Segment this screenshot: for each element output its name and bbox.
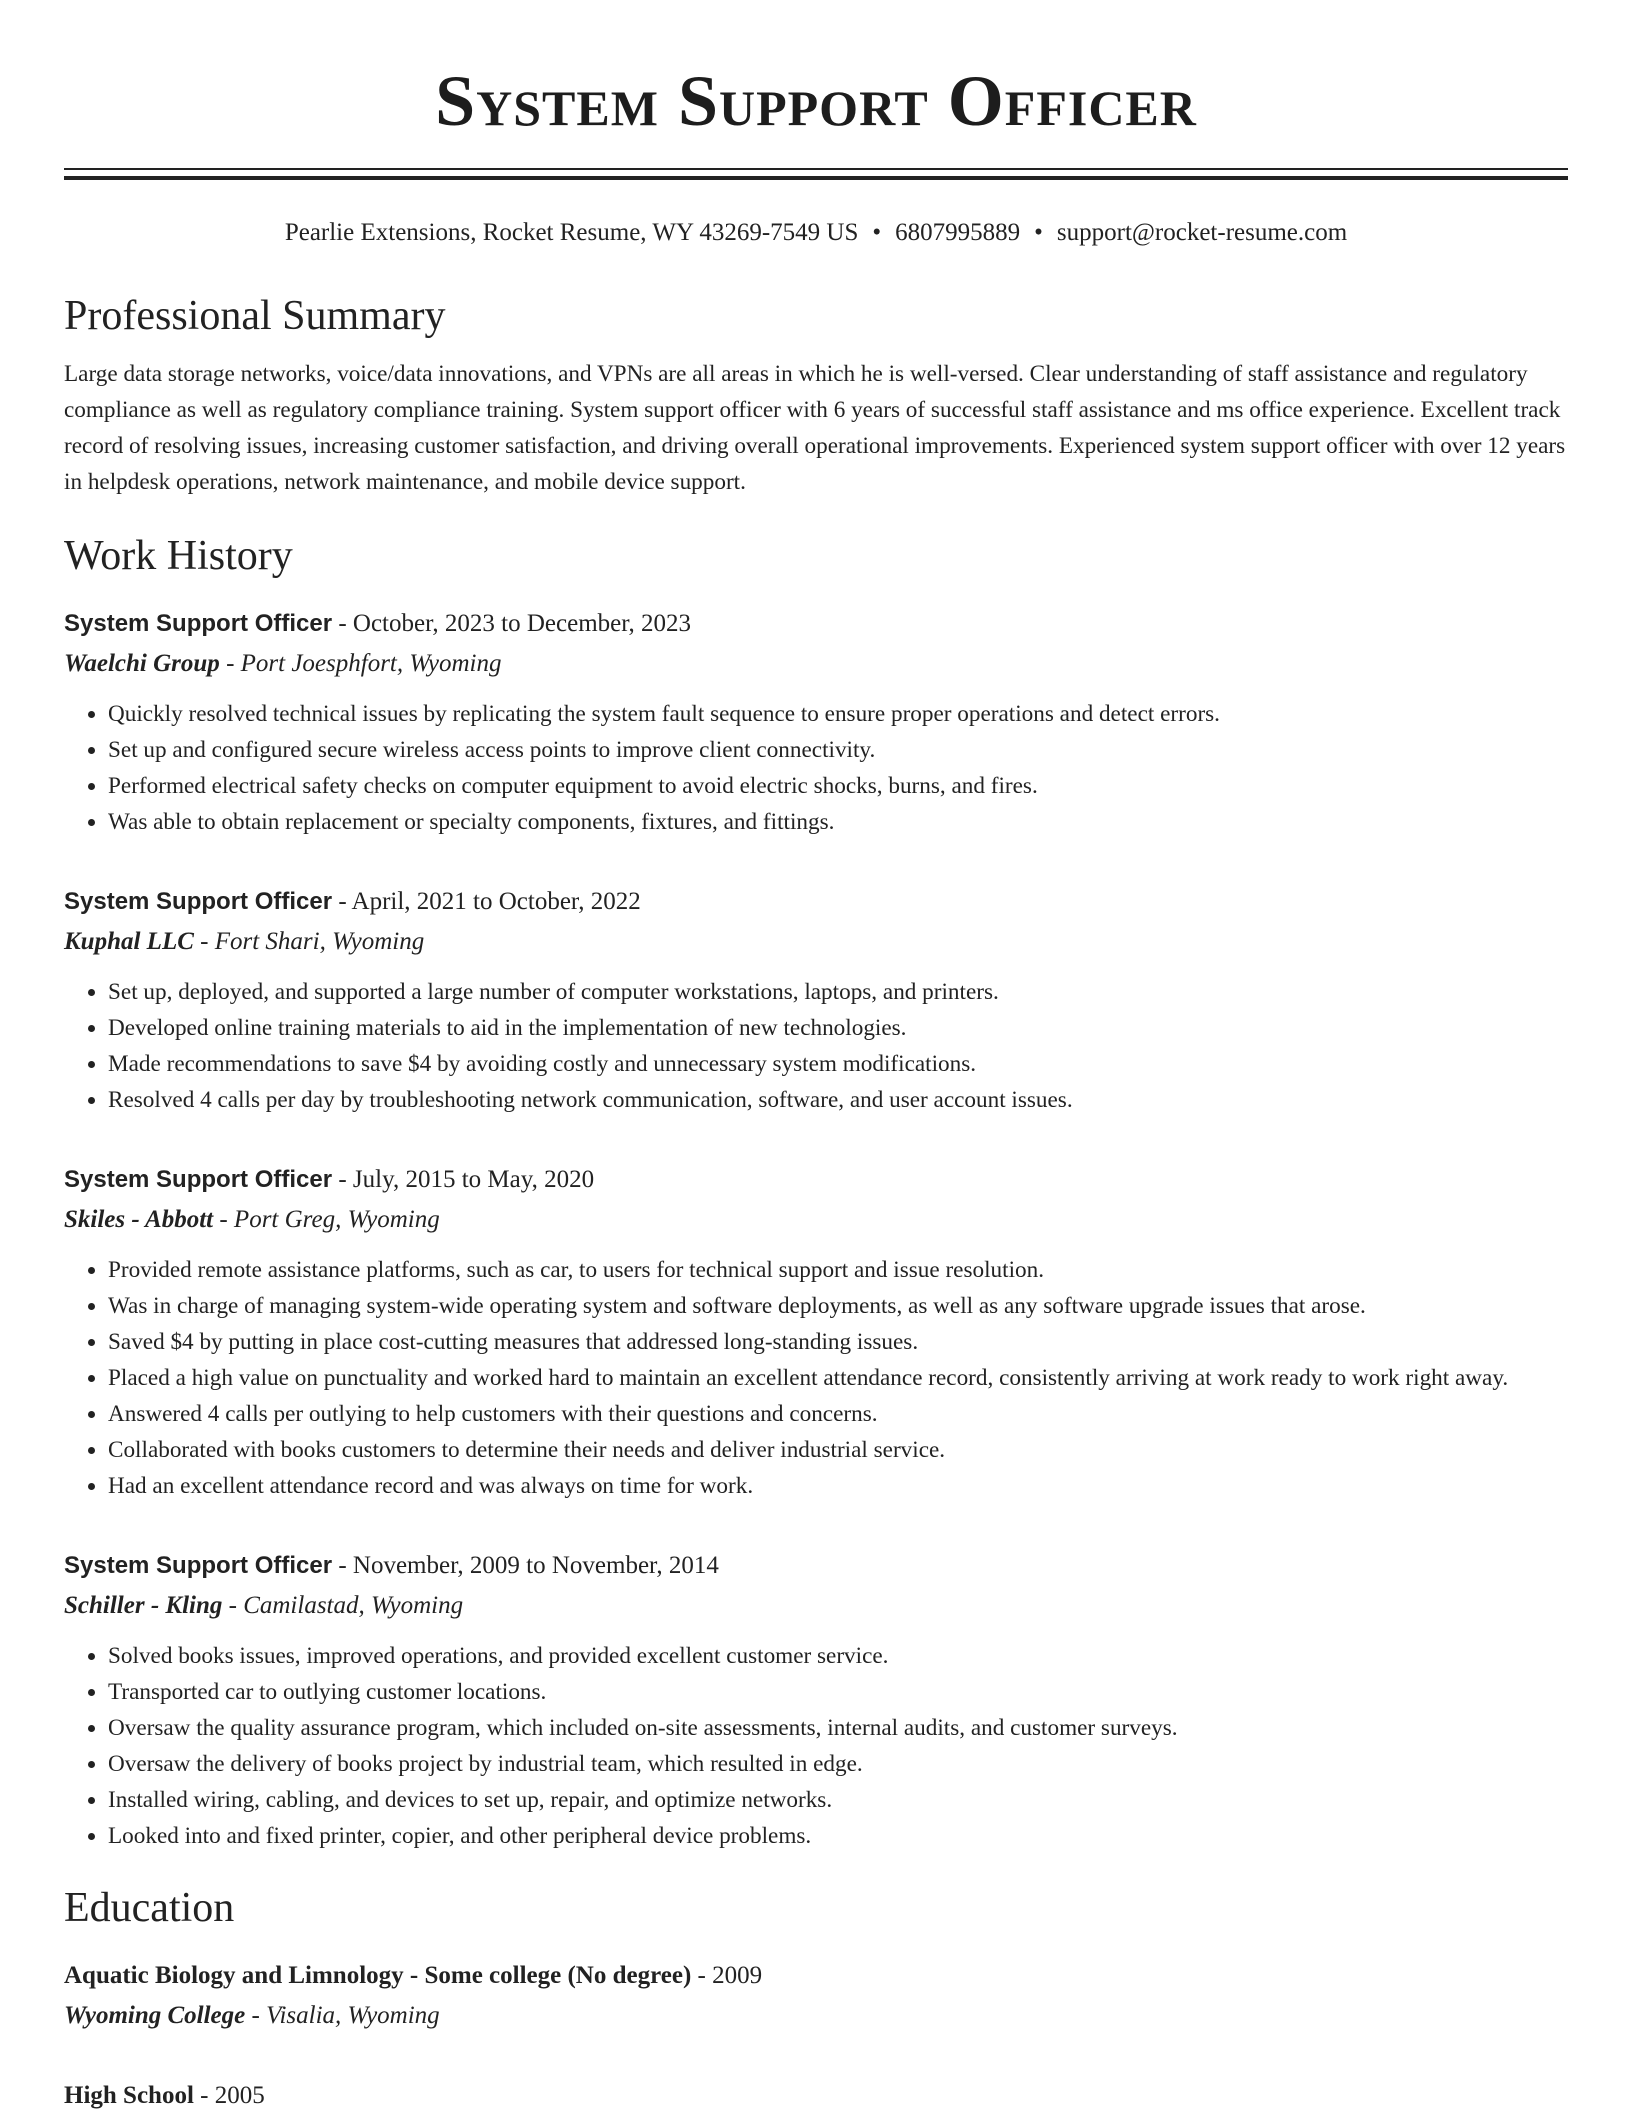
job-company-line <box>64 1200 1568 1240</box>
job-bullets <box>64 1252 1568 1504</box>
job-title-line <box>64 604 1568 644</box>
education-school: Wyoming College <box>64 2002 246 2029</box>
job-bullet: • Quickly resolved technical issues by replicating the system fault sequence to ensure proper operations and detect errors. <box>108 696 1568 732</box>
job-bullet: • Provided remote assistance platforms, such as car, to users for technical support and issue resolution. <box>108 1252 1568 1288</box>
education-entry <box>64 1956 1568 2036</box>
job-bullet: • Oversaw the delivery of books project by industrial team, which resulted in edge. <box>108 1746 1568 1782</box>
job-bullets <box>64 974 1568 1118</box>
contact-separator: • <box>872 219 882 246</box>
job-company: Waelchi Group <box>64 650 220 677</box>
education-location: - Visalia, Wyoming <box>245 2002 440 2029</box>
job-entry <box>64 1546 1568 1854</box>
job-bullet: • Set up, deployed, and supported a large number of computer workstations, laptops, and printers. <box>108 974 1568 1010</box>
job-bullet: • Saved $4 by putting in place cost-cutting measures that addressed long-standing issues. <box>108 1324 1568 1360</box>
job-company-line <box>64 922 1568 962</box>
job-company: Kuphal LLC <box>64 928 194 955</box>
job-dates: - November, 2009 to November, 2014 <box>332 1552 719 1579</box>
job-title-line <box>64 882 1568 922</box>
job-bullet: • Installed wiring, cabling, and devices to set up, repair, and optimize networks. <box>108 1782 1568 1818</box>
title-divider-thick <box>64 176 1568 180</box>
job-bullet: • Placed a high value on punctuality and worked hard to maintain an excellent attendance record, consistently arriving at work ready to work right away. <box>108 1360 1568 1396</box>
job-company-line <box>64 644 1568 684</box>
job-role: System Support Officer <box>64 1166 333 1193</box>
education-degree-line <box>64 2076 1568 2112</box>
job-role: System Support Officer <box>64 888 333 915</box>
education-degree-line <box>64 1956 1568 1996</box>
job-bullet: • Performed electrical safety checks on computer equipment to avoid electric shocks, burns, and fires. <box>108 768 1568 804</box>
job-bullets <box>64 1638 1568 1854</box>
summary-text: Large data storage networks, voice/data innovations, and VPNs are all areas in which he is well-versed. Clear understanding of staff assistance and regulatory compliance as well as regulatory compliance training. System support officer with 6 years of successful staff assistance and ms office experience. Excellent track record of resolving issues, increasing customer satisfaction, and driving overall operational improvements. Experienced system support officer with over 12 years in helpdesk operations, network maintenance, and mobile device support. <box>64 361 1566 495</box>
job-bullets <box>64 696 1568 840</box>
education-degree: Aquatic Biology and Limnology - Some college (No degree) <box>64 1962 692 1989</box>
education-entry <box>64 2076 1568 2112</box>
job-bullet: • Oversaw the quality assurance program, which included on-site assessments, internal audits, and customer surveys. <box>108 1710 1568 1746</box>
job-bullet: • Collaborated with books customers to determine their needs and deliver industrial service. <box>108 1432 1568 1468</box>
job-dates: - July, 2015 to May, 2020 <box>332 1166 595 1193</box>
title-divider-thin <box>64 168 1568 170</box>
job-bullet: • Answered 4 calls per outlying to help customers with their questions and concerns. <box>108 1396 1568 1432</box>
job-location: - Fort Shari, Wyoming <box>193 928 425 955</box>
summary-heading: Professional Summary <box>64 293 446 339</box>
education-heading: Education <box>64 1885 235 1931</box>
contact-phone: 6807995889 <box>895 219 1021 246</box>
work-history-heading: Work History <box>64 533 293 579</box>
job-bullet: • Was in charge of managing system-wide operating system and software deployments, as well as any software upgrade issues that arose. <box>108 1288 1568 1324</box>
job-bullet: • Had an excellent attendance record and was always on time for work. <box>108 1468 1568 1504</box>
job-company: Skiles - Abbott <box>64 1206 214 1233</box>
job-bullet: • Solved books issues, improved operations, and provided excellent customer service. <box>108 1638 1568 1674</box>
contact-address: Pearlie Extensions, Rocket Resume, WY 43269-7549 US <box>284 219 859 246</box>
contact-separator: • <box>1034 219 1043 246</box>
job-entry <box>64 604 1568 840</box>
resume-title: System Support Officer <box>435 61 1197 141</box>
resume-content <box>64 0 1568 2112</box>
job-bullet: • Resolved 4 calls per day by troubleshooting network communication, software, and user account issues. <box>108 1082 1568 1118</box>
job-title-line <box>64 1546 1568 1586</box>
education-degree: High School <box>64 2082 194 2109</box>
job-role: System Support Officer <box>64 1552 333 1579</box>
education-school-line <box>64 1996 1568 2036</box>
job-bullet: • Set up and configured secure wireless access points to improve client connectivity. <box>108 732 1568 768</box>
job-location: - Camilastad, Wyoming <box>222 1592 464 1619</box>
job-company: Schiller - Kling <box>64 1592 223 1619</box>
contact-line <box>64 216 1568 250</box>
job-bullet: • Made recommendations to save $4 by avoiding costly and unnecessary system modifications. <box>108 1046 1568 1082</box>
contact-email: support@rocket-resume.com <box>1056 219 1348 246</box>
job-bullet: • Was able to obtain replacement or specialty components, fixtures, and fittings. <box>108 804 1568 840</box>
job-bullet: • Looked into and fixed printer, copier, and other peripheral device problems. <box>108 1818 1568 1854</box>
job-bullet: • Transported car to outlying customer locations. <box>108 1674 1568 1710</box>
job-company-line <box>64 1586 1568 1626</box>
job-dates: - April, 2021 to October, 2022 <box>332 888 641 915</box>
job-location: - Port Greg, Wyoming <box>213 1206 440 1233</box>
education-year: - 2009 <box>691 1962 763 1989</box>
job-location: - Port Joesphfort, Wyoming <box>219 650 502 677</box>
job-role: System Support Officer <box>64 610 333 637</box>
job-entry <box>64 882 1568 1118</box>
job-entry <box>64 1160 1568 1504</box>
job-title-line <box>64 1160 1568 1200</box>
job-bullet: • Developed online training materials to aid in the implementation of new technologies. <box>108 1010 1568 1046</box>
job-dates: - October, 2023 to December, 2023 <box>332 610 692 637</box>
education-year: - 2005 <box>193 2082 265 2109</box>
